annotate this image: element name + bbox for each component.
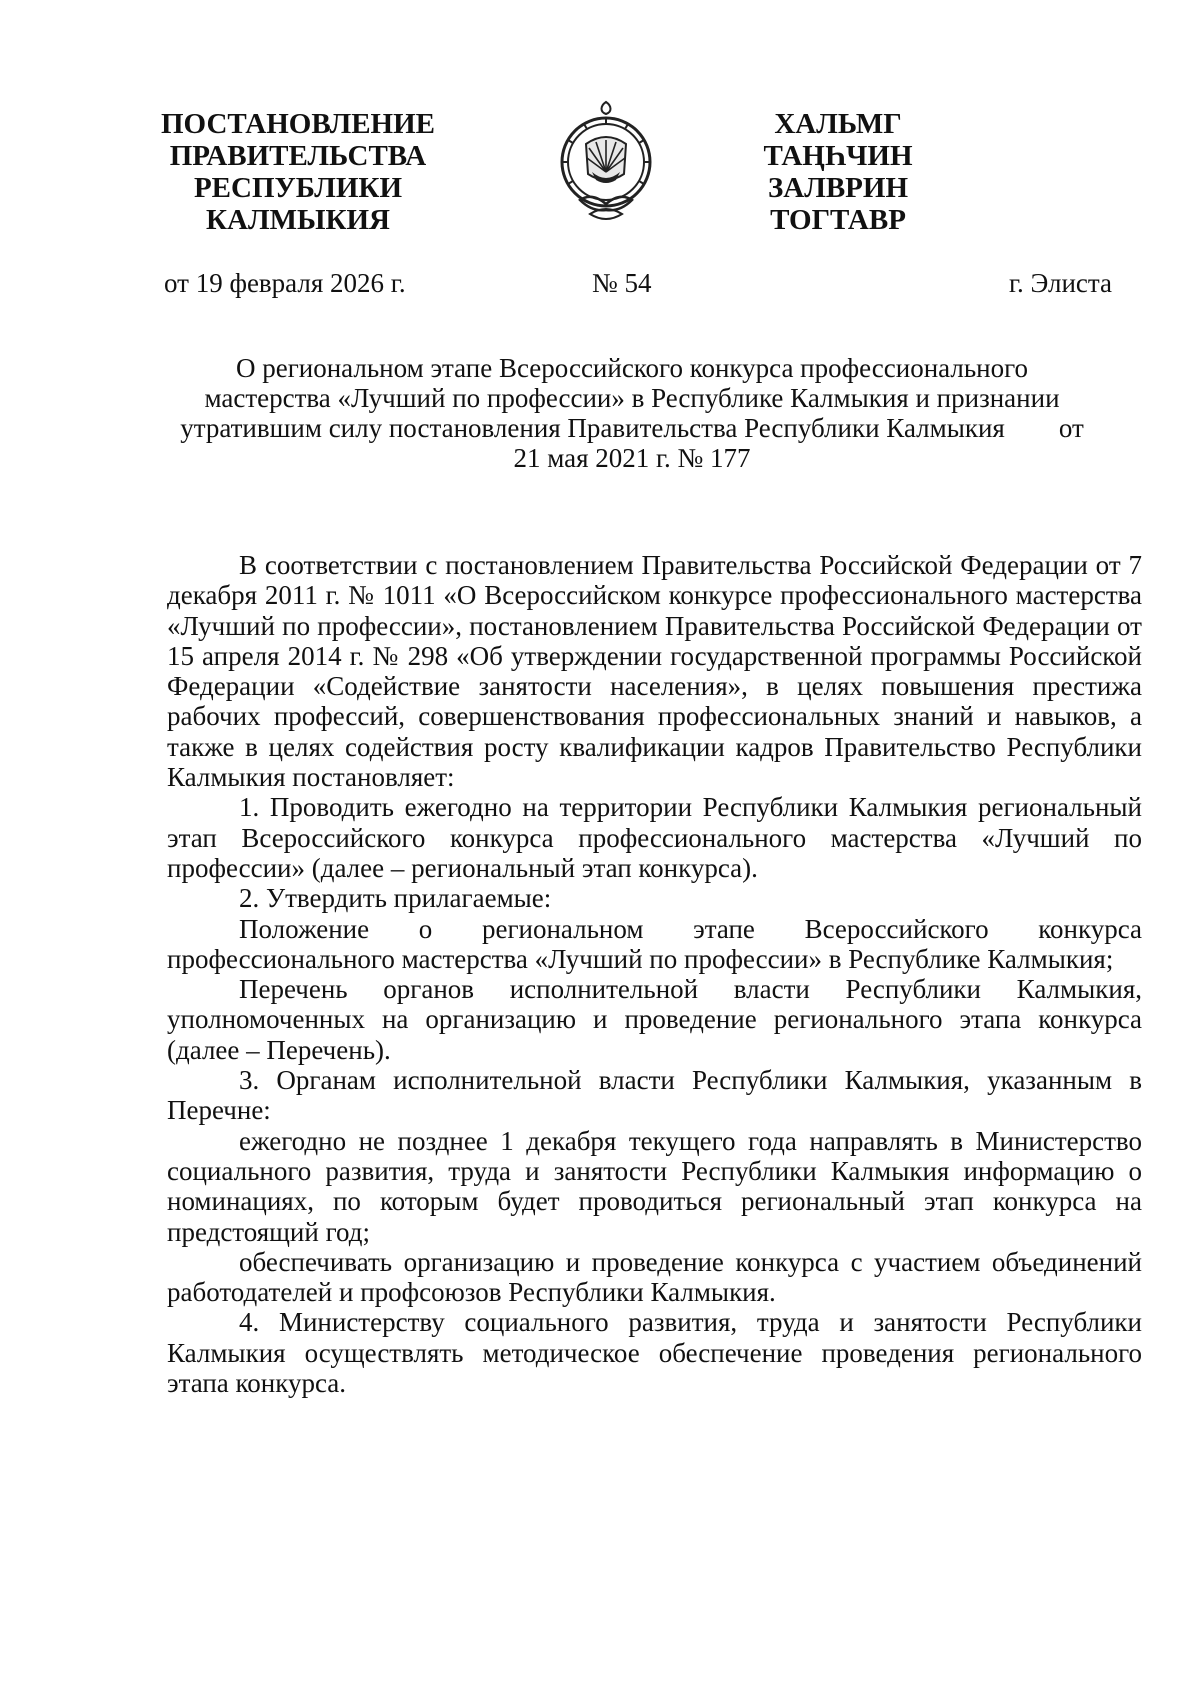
clause-3-item-information: ежегодно не позднее 1 декабря текущего года направлять в Министерство социального развития, труда и занятости Республики Калмыкия информацию о номинациях, по которым будет проводиться региональный этап конкурса на предстоящий год; — [167, 1125, 1142, 1247]
clause-2-item-list: Перечень органов исполнительной власти Республики Калмыкия, уполномоченных на организацию и проведение регионального этапа конкурса (далее – Перечень). — [167, 974, 1142, 1065]
header-line: ПРАВИТЕЛЬСТВА — [169, 140, 427, 172]
header-line: ТАҢҺЧИН — [763, 140, 913, 172]
kalmykia-coat-of-arms-icon — [556, 100, 656, 228]
title-line: 21 мая 2021 г. № 177 — [513, 443, 751, 473]
clause-3: 3. Органам исполнительной власти Республики Калмыкия, указанным в Перечне: — [167, 1065, 1142, 1126]
document-city: г. Элиста — [1008, 268, 1112, 298]
title-line: О региональном этапе Всероссийского конкурса профессионального — [235, 353, 1029, 383]
clause-1: 1. Проводить ежегодно на территории Республики Калмыкия региональный этап Всероссийского конкурса профессионального мастерства «Лучший по профессии» (далее – региональный этап конкурса). — [167, 792, 1142, 883]
clause-4: 4. Министерству социального развития, труда и занятости Республики Калмыкия осуществлять методическое обеспечение проведения регионального этапа конкурса. — [167, 1307, 1142, 1399]
title-line: утратившим силу постановления Правительства Республики Калмыкия от — [180, 413, 1084, 443]
preamble-paragraph: В соответствии с постановлением Правительства Российской Федерации от 7 декабря 2011 г. № 1011 «О Всероссийском конкурсе профессионального мастерства «Лучший по профессии», постановлением Правительства Российской Федерации от 15 апреля 2014 г. № 298 «Об утверждении государственной программы Российской Федерации «Содействие занятости населения», в целях повышения престижа рабочих профессий, совершенствования профессиональных знаний и навыков, а также в целях содействия росту квалификации кадров Правительство Республики Калмыкия постановляет: — [167, 550, 1142, 793]
clause-3-item-organization: обеспечивать организацию и проведение конкурса с участием объединений работодателей и профсоюзов Республики Калмыкия. — [167, 1246, 1142, 1308]
header-line: ПОСТАНОВЛЕНИЕ — [160, 108, 435, 140]
title-line: мастерства «Лучший по профессии» в Республике Калмыкия и признании — [204, 383, 1060, 413]
header-russian — [158, 108, 438, 236]
document-body — [167, 550, 1142, 1398]
header-line: ХАЛЬМГ — [774, 108, 902, 140]
clause-2-item-regulation: Положение о региональном этапе Всероссийского конкурса профессионального мастерства «Лучший по профессии» в Республике Калмыкия; — [167, 913, 1142, 974]
header-kalmyk — [758, 108, 918, 236]
header-line: КАЛМЫКИЯ — [206, 204, 390, 236]
document-title — [152, 353, 1112, 473]
header-line: ТОГТАВР — [770, 204, 906, 236]
document-date: от 19 февраля 2026 г. — [164, 268, 406, 298]
header-line: ЗАЛВРИН — [767, 172, 909, 204]
clause-2: 2. Утвердить прилагаемые: — [239, 883, 552, 914]
document-number: № 54 — [592, 268, 652, 298]
header-line: РЕСПУБЛИКИ — [193, 172, 403, 204]
